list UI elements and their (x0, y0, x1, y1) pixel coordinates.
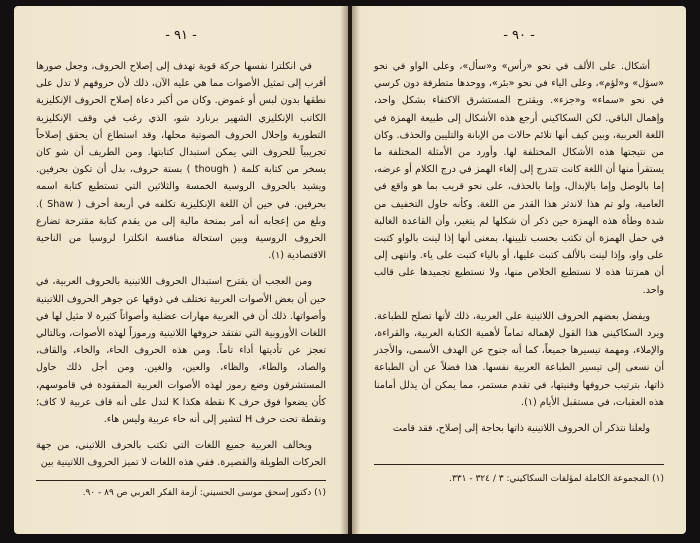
paragraph: أشكال. على الألف في نحو «رأس» و«سأل»، وعلى الواو في نحو «سؤل» و«لؤم»، وعلى الياء في نحو «بئر»، ووحدها متطرفة دون كرسي في نحو «سماء» و«جزء». ويقترح المستشرق الاكتفاء بشكل واحد، وإهمال الباقي. لكن السكاكيني أرجع هذه الأشكال إلى طبيعة الهمزة في اللغة العربية، وبين كيف أنها تلائم حالات من الإبانة والتليين والحذف. وكان من نتيجتها هذه الأشكال المختلفة لها. وأورد من الأمثلة المختلفة ما يستقرأ منها أن اللغة كانت تتدرج إلى إلغاء الهمز في درج الكلام أو عرضه، إما بالوصل وإما بالإبدال، وإما بالحذف، على نحو قريب بما هو واقع في العامية، ولو تم هذا لاندثر هذا القدر من اللغة. وكأنه حاول التخفيف من شدة وطأة هذه الهمزة حين ذكر أن شكلها لم يتغير، وأن القاعدة الغالبة في حمل الهمزة أن تكتب بحسب تليينها، بمعنى أنها إذا لينت بالواو كتبت على واو، وإذا لينت بالألف كتبت عليها، أو بالياء كتبت على ياء. وانتهى إلى أن همزتنا هذه لا نستطيع الخلاص منها، ولا نستطيع تجميدها على قالب واحد. (374, 61, 664, 296)
footnote-divider (374, 464, 664, 465)
footnote: (١) دكتور إسحق موسى الحسيني: أزمة الفكر العربي ص ٨٩ - ٩٠. (82, 488, 326, 498)
right-page (352, 6, 686, 534)
left-page (14, 6, 348, 534)
paragraph: ويفضل بعضهم الحروف اللاتينية على العربية، ذلك لأنها تصلح للطباعة. ويرد السكاكيني هذا القول لإهماله تماماً لأهمية الكتابة العربية، والقراءة، والإملاء، ومهمة تيسيرها جميعاً، كما أنه جنوح عن الهدف الأسمى، والأجدر أن نسعى إلى تيسير الطباعة العربية نفسها. هذا فضلاً عن أن الطباعة ذاتها، بترتيب حروفها وفنيتها، في تقدم مستمر، مما يمكن أن يذلل أمامنا هذه العقبات، في مستقبل الأيام (١). (374, 310, 664, 408)
paragraph: ولعلنا نتذكر أن الحروف اللاتينية ذاتها بحاجة إلى إصلاح، فقد قامت (392, 423, 650, 435)
footnote: (١) المجموعة الكاملة لمؤلفات السكاكيني: ٣ / ٣٢٤ - ٣٣١. (449, 474, 664, 484)
paragraph: ومن العجب أن يقترح استبدال الحروف اللاتينية بالحروف العربية، في حين أن بعض الأصوات العربية تختلف في ذوقها عن جوهر الحروف اللاتينية وأصواتها. ذلك أن في العربية مهارات عضلية وأصواتاً كثيرة لا مثيل لها في اللغات الأوروبية التي تفتقد حروفها اللاتينية ورموزاً لهذه الأصوات، وبالتالي تعجز عن تأديتها أداء تاماً. ومن هذه الحروف الحاء، والخاء، والقاف، والصاد، والطاء، والظاء، والعين، والغين. ومن أجل ذلك حاول المستشرقون وضع رموز لهذه الأصوات العربية المفقودة في قاموسهم، كأن يضعوا فوق حرف K نقطة هكذا K لتدل على أنه قاف عربية لا كاف؛ ونقطة تحت حرف H لتشير إلى أنه حاء عربية وليس هاء. (36, 276, 326, 426)
body-text (374, 58, 664, 446)
body-text (36, 58, 326, 481)
paragraph: ويخالف العربية جميع اللغات التي تكتب بالحرف اللاتيني، من جهة الحركات الطويلة والقصيرة. ففي هذه اللغات لا تميز الحروف اللاتينية بين (36, 440, 326, 469)
page-number: - ٩١ - (165, 28, 197, 43)
book-gutter (340, 6, 360, 534)
paragraph: في انكلترا نفسها حركة قوية تهدف إلى إصلاح الحروف، وجعل صورها أقرب إلى تمثيل الأصوات مما هي عليه الآن، ذلك لأن حروفهم لا تدل على نطقها بدون لبس أو غموض. وكان من أكبر دعاة إصلاح الحروف الإنكليزية الكاتب الإنكليزي الشهير برنارد شو، الذي رغب في وقف الإنكليزية التطورية وإحلال الحروف الصوتية محلها، وقد استطاع أن يحقق إصلاحاً تجريبياً للحروف التي يمكن استبدال كتابتها. ومن الطريف أن شو كان يسخر من كتابة كلمة ( though ) بستة حروف، بدل أن تكون بحرفين. ويشيد بالحروف الروسية الخمسة والثلاثين التي تستطيع كتابة اسمه بحرفين. في حين أن اللغة الإنكليزية تكلفه في أربعة أحرف ( Shaw ). وبلغ من إعجابه أنه أمر بمنحة مالية إلى من يقدم كتابة مقترحة تضارع الحروف الروسية وبين استحالة منافسة انكلترا لروسيا من الناحية الاقتصادية (١). (36, 61, 327, 262)
footnote-divider (36, 480, 326, 481)
page-number: - ٩٠ - (503, 28, 535, 43)
